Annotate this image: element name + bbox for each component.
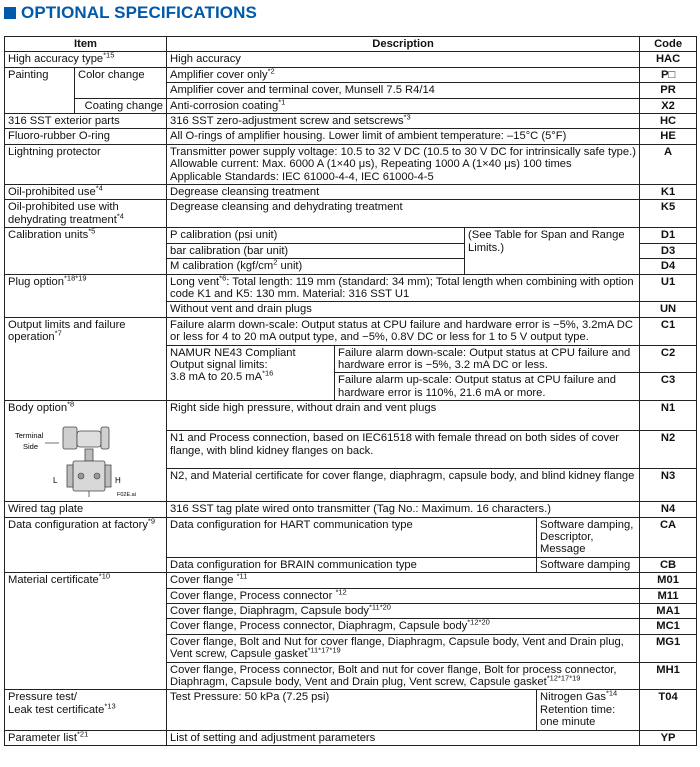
code-cell: D3	[640, 243, 697, 258]
code-cell: MC1	[640, 619, 697, 634]
table-row	[5, 98, 697, 113]
description-cell: Data configuration for HART communication type	[167, 517, 537, 557]
code-cell: T04	[640, 690, 697, 730]
header-description: Description	[167, 37, 640, 52]
title-square-icon	[4, 7, 16, 19]
description-cell: N2, and Material certificate for cover flange, diaphragm, capsule body, and blind kidney flange	[167, 469, 640, 502]
detail-cell: Nitrogen Gas$^{*14}$ Retention time: one minute	[537, 690, 640, 730]
description-cell: All O-rings of amplifier housing. Lower limit of ambient temperature: –15°C (5°F)	[167, 129, 640, 144]
description-cell: Long vent$^{*6}$: Total length: 119 mm (standard: 34 mm); Total length when combining with option code K1 and K5: 130 mm. Material: 316 SST U1	[167, 274, 640, 302]
table-row	[5, 730, 697, 745]
code-cell: D4	[640, 259, 697, 274]
description-cell: Anti-corrosion coating$^{*1}$	[167, 98, 640, 113]
code-cell: HC	[640, 114, 697, 129]
code-cell: N3	[640, 469, 697, 502]
code-cell: K1	[640, 185, 697, 200]
item-cell: Material certificate$^{*10}$	[5, 573, 167, 690]
item-cell: Output limits and failure operation$^{*7}$	[5, 317, 167, 400]
description-cell: Failure alarm down-scale: Output status at CPU failure and hardware error is −5%, 3.2 mA DC or less.	[335, 345, 640, 373]
table-row	[5, 200, 697, 228]
description-cell: Test Pressure: 50 kPa (7.25 psi)	[167, 690, 537, 730]
optional-specifications-table	[4, 36, 697, 746]
table-row	[5, 690, 697, 730]
item-cell: 316 SST exterior parts	[5, 114, 167, 129]
description-cell: Failure alarm down-scale: Output status at CPU failure and hardware error is −5%, 3.2mA DC or less for 4 to 20 mA output type, and −5%, 0.8V DC or less for 1 to 5 V output type.	[167, 317, 640, 345]
description-cell: High accuracy	[167, 52, 640, 67]
code-cell: C3	[640, 373, 697, 401]
description-cell: Cover flange $^{*11}$	[167, 573, 640, 588]
code-cell: CB	[640, 557, 697, 572]
description-cell: Degrease cleansing and dehydrating treatment	[167, 200, 640, 228]
table-row	[5, 52, 697, 67]
section-title	[4, 2, 257, 24]
table-row	[5, 228, 697, 243]
fig-l-label: L	[53, 476, 58, 486]
description-cell: Cover flange, Diaphragm, Capsule body$^{*11*20}$	[167, 604, 640, 619]
calibration-note: (See Table for Span and Range Limits.)	[465, 228, 640, 274]
description-cell: Degrease cleansing treatment	[167, 185, 640, 200]
item-cell: Calibration units$^{*5}$	[5, 228, 167, 274]
fig-id-label: F02E.ai	[117, 492, 136, 499]
code-cell: A	[640, 144, 697, 184]
item-cell: Pressure test/ Leak test certificate$^{*13}$	[5, 690, 167, 730]
item-cell: Wired tag plate	[5, 502, 167, 517]
subitem-cell: Coating change	[75, 98, 167, 113]
code-cell: MH1	[640, 662, 697, 690]
code-cell: X2	[640, 98, 697, 113]
code-cell: M01	[640, 573, 697, 588]
fig-h-label: H	[115, 476, 121, 486]
item-cell: Fluoro-rubber O-ring	[5, 129, 167, 144]
subitem-cell: Color change	[75, 67, 167, 98]
fig-side-label: Side	[23, 442, 39, 452]
header-row	[5, 37, 697, 52]
code-cell: N2	[640, 431, 697, 469]
code-cell: U1	[640, 274, 697, 302]
description-cell: List of setting and adjustment parameters	[167, 730, 640, 745]
code-cell: P□	[640, 67, 697, 82]
description-cell: Amplifier cover only$^{*2}$	[167, 67, 640, 82]
description-cell: Cover flange, Bolt and Nut for cover flange, Diaphragm, Capsule body, Vent and Drain plug, Vent screw, Capsule gasket$^{*11*17*19}$	[167, 634, 640, 662]
description-cell: Right side high pressure, without drain and vent plugs	[167, 401, 640, 431]
detail-cell: Software damping, Descriptor, Message	[537, 517, 640, 557]
table-row	[5, 114, 697, 129]
body-option-diagram	[15, 423, 155, 502]
fig-terminal-label: Terminal	[15, 431, 44, 441]
description-cell: bar calibration (bar unit)	[167, 243, 465, 258]
code-cell: MG1	[640, 634, 697, 662]
header-item: Item	[5, 37, 167, 52]
item-cell: Oil-prohibited use with dehydrating treatment$^{*4}$	[5, 200, 167, 228]
table-row	[5, 573, 697, 588]
description-cell: 316 SST tag plate wired onto transmitter (Tag No.: Maximum. 16 characters.)	[167, 502, 640, 517]
description-cell: Cover flange, Process connector, Diaphragm, Capsule body$^{*12*20}$	[167, 619, 640, 634]
code-cell: CA	[640, 517, 697, 557]
item-cell: Oil-prohibited use$^{*4}$	[5, 185, 167, 200]
description-cell: Failure alarm up-scale: Output status at CPU failure and hardware error is 110%, 21.6 mA or more.	[335, 373, 640, 401]
table-row	[5, 274, 697, 302]
code-cell: UN	[640, 302, 697, 317]
table-row	[5, 401, 697, 431]
code-cell: M11	[640, 588, 697, 603]
item-cell: Parameter list$^{*21}$	[5, 730, 167, 745]
description-cell: Transmitter power supply voltage: 10.5 to 32 V DC (10.5 to 30 V DC for intrinsically safe type.) Allowable current: Max. 6000 A (1×40 μs), Repeating 1000 A (1×40 μs) 100 times Applicable Standards: IEC 61000-4-4, IEC 61000-4-5	[167, 144, 640, 184]
code-cell: C1	[640, 317, 697, 345]
title-text: OPTIONAL SPECIFICATIONS	[21, 3, 257, 22]
description-cell: Data configuration for BRAIN communication type	[167, 557, 537, 572]
description-cell: P calibration (psi unit)	[167, 228, 465, 243]
item-cell: Lightning protector	[5, 144, 167, 184]
code-cell: HE	[640, 129, 697, 144]
description-cell: Amplifier cover and terminal cover, Munsell 7.5 R4/14	[167, 83, 640, 98]
code-cell: HAC	[640, 52, 697, 67]
code-cell: YP	[640, 730, 697, 745]
code-cell: N1	[640, 401, 697, 431]
table-row	[5, 144, 697, 184]
table-row	[5, 517, 697, 557]
header-code: Code	[640, 37, 697, 52]
code-cell: MA1	[640, 604, 697, 619]
table-row	[5, 67, 697, 82]
description-cell: Cover flange, Process connector, Bolt and nut for cover flange, Bolt for process connector, Diaphragm, Capsule body, Vent and Drain plug, Vent screw, Capsule gasket$^{*12*17*19}$	[167, 662, 640, 690]
code-cell: C2	[640, 345, 697, 373]
item-cell: Painting	[5, 67, 75, 113]
code-cell: D1	[640, 228, 697, 243]
code-cell: PR	[640, 83, 697, 98]
table-row	[5, 185, 697, 200]
detail-cell: Software damping	[537, 557, 640, 572]
code-cell: K5	[640, 200, 697, 228]
namur-cell: NAMUR NE43 Compliant Output signal limits: 3.8 mA to 20.5 $mA^{*16}$	[167, 345, 335, 401]
table-row	[5, 502, 697, 517]
description-cell: 316 SST zero-adjustment screw and setscrews$^{*3}$	[167, 114, 640, 129]
code-cell: N4	[640, 502, 697, 517]
item-cell: Plug option$^{*18*19}$	[5, 274, 167, 317]
description-cell: N1 and Process connection, based on IEC61518 with female thread on both sides of cover flange, with blind kidney flanges on back.	[167, 431, 640, 469]
item-cell: High accuracy type$^{*15}$	[5, 52, 167, 67]
item-cell: Data configuration at factory$^{*9}$	[5, 517, 167, 573]
description-cell: Without vent and drain plugs	[167, 302, 640, 317]
item-cell: Body option$^{*8}$ Terminal Side L H F02E.ai	[5, 401, 167, 502]
table-row	[5, 317, 697, 345]
description-cell: Cover flange, Process connector $^{*12}$	[167, 588, 640, 603]
description-cell: M calibration ($kgf/cm^2$ unit)	[167, 259, 465, 274]
table-row	[5, 129, 697, 144]
